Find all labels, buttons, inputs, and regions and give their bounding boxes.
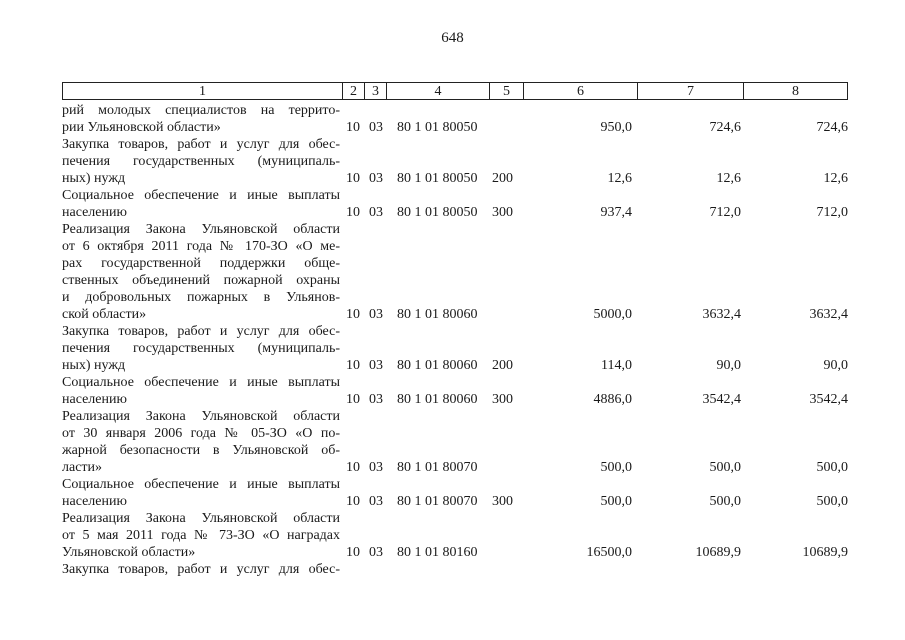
- amount-col-8: 712,0: [816, 205, 848, 220]
- amount-col-6: 950,0: [600, 120, 632, 135]
- subsection-code: 03: [369, 205, 383, 220]
- section-code: 10: [346, 358, 360, 373]
- subsection-code: 03: [369, 494, 383, 509]
- subsection-code: 03: [369, 120, 383, 135]
- section-code: 10: [346, 545, 360, 560]
- amount-col-8: 12,6: [823, 171, 848, 186]
- amount-col-7: 3542,4: [702, 392, 741, 407]
- header-col-6: 6: [523, 83, 637, 99]
- description-line: Реализация Закона Ульяновской области: [62, 511, 340, 526]
- description-line: Закупка товаров, работ и услуг для обес-: [62, 324, 340, 339]
- target-article-code: 80 1 01 80060: [397, 392, 478, 407]
- target-article-code: 80 1 01 80060: [397, 358, 478, 373]
- subsection-code: 03: [369, 545, 383, 560]
- table-row: [62, 136, 852, 187]
- target-article-code: 80 1 01 80070: [397, 494, 478, 509]
- description-line: Социальное обеспечение и иные выплаты: [62, 477, 340, 492]
- amount-col-6: 500,0: [600, 460, 632, 475]
- amount-col-6: 12,6: [607, 171, 632, 186]
- row-description: [62, 187, 340, 221]
- expense-type-code: 200: [492, 358, 513, 373]
- header-col-1: 1: [199, 84, 206, 99]
- amount-col-7: 712,0: [709, 205, 741, 220]
- section-code: 10: [346, 392, 360, 407]
- description-line: и добровольных пожарных в Ульянов-: [62, 290, 340, 305]
- section-code: 10: [346, 205, 360, 220]
- amount-col-8: 3542,4: [809, 392, 848, 407]
- table-row: [62, 374, 852, 408]
- description-line: рах государственной поддержки обще-: [62, 256, 340, 271]
- section-code: 10: [346, 460, 360, 475]
- expense-type-code: 200: [492, 171, 513, 186]
- subsection-code: 03: [369, 392, 383, 407]
- target-article-code: 80 1 01 80050: [397, 205, 478, 220]
- page-number: 648: [441, 30, 464, 46]
- table-row: [62, 323, 852, 374]
- header-col-2: 2: [342, 83, 364, 99]
- description-line: от 6 октября 2011 года № 170-ЗО «О ме-: [62, 239, 340, 254]
- amount-col-8: 500,0: [816, 460, 848, 475]
- section-code: 10: [346, 171, 360, 186]
- table-header: [62, 82, 848, 100]
- amount-col-8: 3632,4: [809, 307, 848, 322]
- description-line: Социальное обеспечение и иные выплаты: [62, 188, 340, 203]
- amount-col-7: 724,6: [709, 120, 741, 135]
- description-line: ных) нужд: [62, 171, 126, 186]
- header-col-7: 7: [637, 83, 743, 99]
- row-description: [62, 323, 340, 374]
- row-description: [62, 408, 340, 476]
- description-line: печения государственных (муниципаль-: [62, 341, 340, 356]
- header-col-8: 8: [743, 83, 847, 99]
- target-article-code: 80 1 01 80070: [397, 460, 478, 475]
- amount-col-6: 114,0: [601, 358, 632, 373]
- subsection-code: 03: [369, 171, 383, 186]
- section-code: 10: [346, 120, 360, 135]
- table-row: [62, 408, 852, 476]
- target-article-code: 80 1 01 80060: [397, 307, 478, 322]
- description-line: ласти»: [62, 460, 103, 475]
- description-line: печения государственных (муниципаль-: [62, 154, 340, 169]
- subsection-code: 03: [369, 358, 383, 373]
- header-col-4: 4: [386, 83, 489, 99]
- amount-col-7: 12,6: [716, 171, 741, 186]
- description-line: Закупка товаров, работ и услуг для обес-: [62, 137, 340, 152]
- expense-type-code: 300: [492, 392, 513, 407]
- description-line: рий молодых специалистов на террито-: [62, 103, 340, 118]
- amount-col-8: 90,0: [823, 358, 848, 373]
- amount-col-8: 724,6: [816, 120, 848, 135]
- table-row: [62, 510, 852, 561]
- header-col-5: 5: [489, 83, 523, 99]
- header-col-3: 3: [364, 83, 386, 99]
- subsection-code: 03: [369, 460, 383, 475]
- row-description: [62, 476, 340, 510]
- description-line: Реализация Закона Ульяновской области: [62, 409, 340, 424]
- description-line: от 30 января 2006 года № 05-ЗО «О по-: [62, 426, 340, 441]
- expense-type-code: 300: [492, 494, 513, 509]
- row-description: [62, 102, 340, 136]
- subsection-code: 03: [369, 307, 383, 322]
- row-description: [62, 221, 340, 323]
- amount-col-7: 3632,4: [702, 307, 741, 322]
- row-description: [62, 136, 340, 187]
- description-line: населению: [62, 392, 127, 407]
- section-code: 10: [346, 494, 360, 509]
- amount-col-6: 937,4: [600, 205, 632, 220]
- section-code: 10: [346, 307, 360, 322]
- table-row: [62, 476, 852, 510]
- description-line: ственных объединений пожарной охраны: [62, 273, 340, 288]
- target-article-code: 80 1 01 80050: [397, 171, 478, 186]
- expense-type-code: 300: [492, 205, 513, 220]
- row-description: [62, 374, 340, 408]
- table-row: [62, 221, 852, 323]
- description-line: от 5 мая 2011 года № 73-ЗО «О наградах: [62, 528, 340, 543]
- amount-col-6: 5000,0: [593, 307, 632, 322]
- amount-col-8: 10689,9: [802, 545, 848, 560]
- amount-col-7: 10689,9: [695, 545, 741, 560]
- table-row: [62, 102, 852, 136]
- description-line: населению: [62, 494, 127, 509]
- description-line: Ульяновской области»: [62, 545, 196, 560]
- target-article-code: 80 1 01 80160: [397, 545, 478, 560]
- description-line: Закупка товаров, работ и услуг для обес-: [62, 562, 340, 577]
- amount-col-7: 500,0: [709, 460, 741, 475]
- amount-col-6: 16500,0: [586, 545, 632, 560]
- amount-col-8: 500,0: [816, 494, 848, 509]
- description-line: рии Ульяновской области»: [62, 120, 221, 135]
- description-line: населению: [62, 205, 127, 220]
- description-line: ных) нужд: [62, 358, 126, 373]
- amount-col-6: 500,0: [600, 494, 632, 509]
- description-line: ской области»: [62, 307, 147, 322]
- row-description: [62, 510, 340, 561]
- table-row: [62, 187, 852, 221]
- description-line: Реализация Закона Ульяновской области: [62, 222, 340, 237]
- amount-col-6: 4886,0: [593, 392, 632, 407]
- target-article-code: 80 1 01 80050: [397, 120, 478, 135]
- amount-col-7: 500,0: [709, 494, 741, 509]
- amount-col-7: 90,0: [716, 358, 741, 373]
- table-row: [62, 561, 852, 578]
- description-line: Социальное обеспечение и иные выплаты: [62, 375, 340, 390]
- row-description: [62, 561, 340, 578]
- description-line: жарной безопасности в Ульяновской об-: [62, 443, 340, 458]
